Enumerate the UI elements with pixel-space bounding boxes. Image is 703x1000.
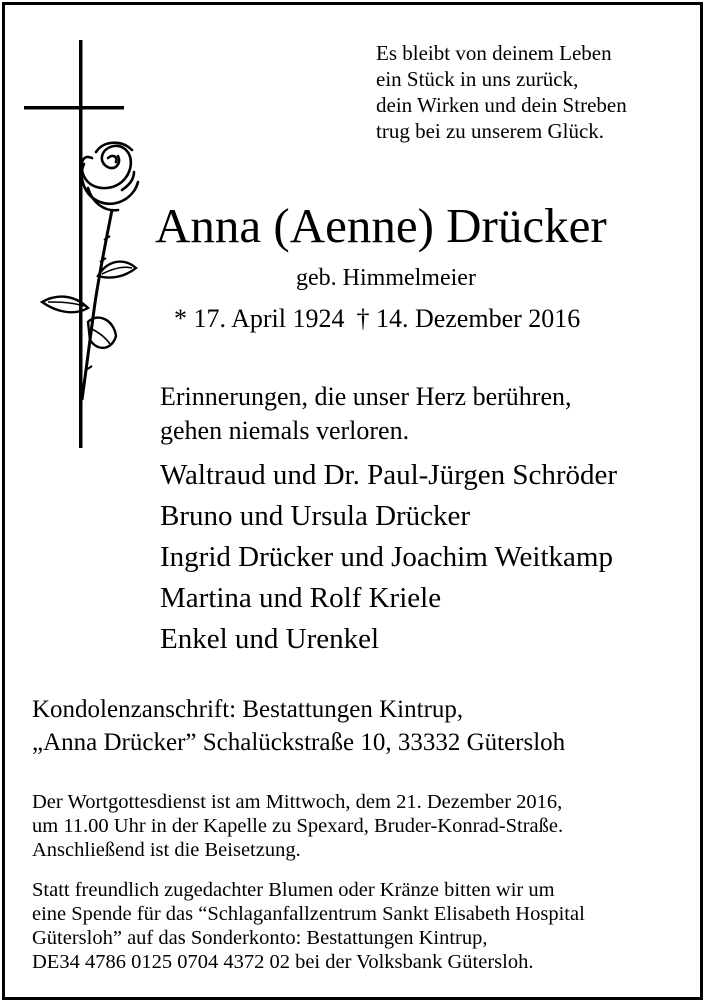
quote-line: Erinnerungen, die unser Herz berühren, (160, 382, 572, 411)
cross-vertical-beam (79, 40, 83, 448)
family-line: Enkel und Urenkel (160, 623, 380, 655)
quote-line: gehen niemals verloren. (160, 416, 410, 445)
service-line: Anschließend ist die Beisetzung. (32, 839, 301, 861)
service-info (32, 790, 563, 862)
family-line: Waltraud und Dr. Paul-Jürgen Schröder (160, 459, 618, 491)
family-line: Bruno und Ursula Drücker (160, 500, 471, 532)
donation-line: Statt freundlich zugedachter Blumen oder Kränze bitten wir um (32, 879, 555, 901)
cross-horizontal-beam (24, 106, 124, 110)
rose-leaf-upper (98, 262, 136, 278)
birth-date: * 17. April 1924 (174, 304, 345, 333)
poem (376, 40, 627, 144)
poem-line: trug bei zu unserem Glück. (376, 119, 605, 143)
maiden-name: geb. Himmelmeier (296, 265, 476, 291)
condolence-address (32, 693, 565, 759)
donation-line: eine Spende für das “Schlaganfallzentrum Sankt Elisabeth Hospital (32, 903, 585, 925)
life-dates (174, 302, 580, 336)
poem-line: dein Wirken und dein Streben (376, 93, 627, 117)
condolence-line: Kondolenzanschrift: Bestattungen Kintrup, (32, 696, 464, 723)
family-line: Martina und Rolf Kriele (160, 582, 442, 614)
donation-line: DE34 4786 0125 0704 4372 02 bei der Volksbank Gütersloh. (32, 951, 534, 973)
death-date: † 14. Dezember 2016 (356, 304, 581, 333)
service-line: um 11.00 Uhr in der Kapelle zu Spexard, Bruder-Konrad-Straße. (32, 815, 564, 837)
cross-with-rose-icon (22, 40, 142, 460)
memorial-quote (160, 380, 572, 448)
service-line: Der Wortgottesdienst ist am Mittwoch, dem 21. Dezember 2016, (32, 791, 563, 813)
donation-info (32, 878, 585, 974)
donation-line: Gütersloh” auf das Sonderkonto: Bestattungen Kintrup, (32, 927, 488, 949)
deceased-name: Anna (Aenne) Drücker (155, 198, 607, 253)
family-list (160, 455, 617, 660)
poem-line: ein Stück in uns zurück, (376, 67, 579, 91)
condolence-line: „Anna Drücker” Schalückstraße 10, 33332 Gütersloh (32, 729, 566, 756)
poem-line: Es bleibt von deinem Leben (376, 41, 612, 65)
rose-icon (82, 143, 138, 211)
family-line: Ingrid Drücker und Joachim Weitkamp (160, 541, 613, 573)
